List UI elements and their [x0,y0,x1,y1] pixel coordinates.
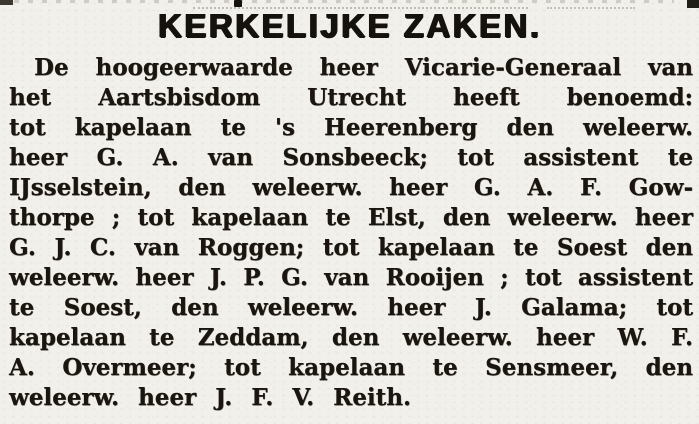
article-line: het Aartsbisdom Utrecht heeft benoemd: [9,84,693,111]
article-line: heer G. A. van Sonsbeeck; tot assistent te [9,144,693,171]
article-title: KERKELIJKE ZAKEN. [157,7,542,44]
torn-edge-speckle [14,0,674,3]
article-line: te Soest, den weleerw. heer J. Galama; tot [9,294,693,321]
article-line: weleerw. heer J. P. G. van Rooijen ; tot assistent [9,264,693,291]
torn-edge-dot [234,0,242,7]
article-line: thorpe ; tot kapelaan te Elst, den weleerw. heer [9,204,693,231]
article-line: A. Overmeer; tot kapelaan te Sensmeer, den [9,354,693,381]
article-line: tot kapelaan te 's Heerenberg den weleerw. [9,114,693,141]
article-line: IJsselstein, den weleerw. heer G. A. F. Gow- [9,174,693,201]
torn-edge-mark-left [0,0,13,5]
article-line: weleerw. heer J. F. V. Reith. [9,384,411,411]
article-line: kapelaan te Zeddam, den weleerw. heer W. F. [9,324,693,351]
article-line: G. J. C. van Roggen; tot kapelaan te Soest den [9,234,693,261]
article-body [9,53,693,413]
article-line: De hoogeerwaarde heer Vicarie-Generaal van [34,54,693,81]
